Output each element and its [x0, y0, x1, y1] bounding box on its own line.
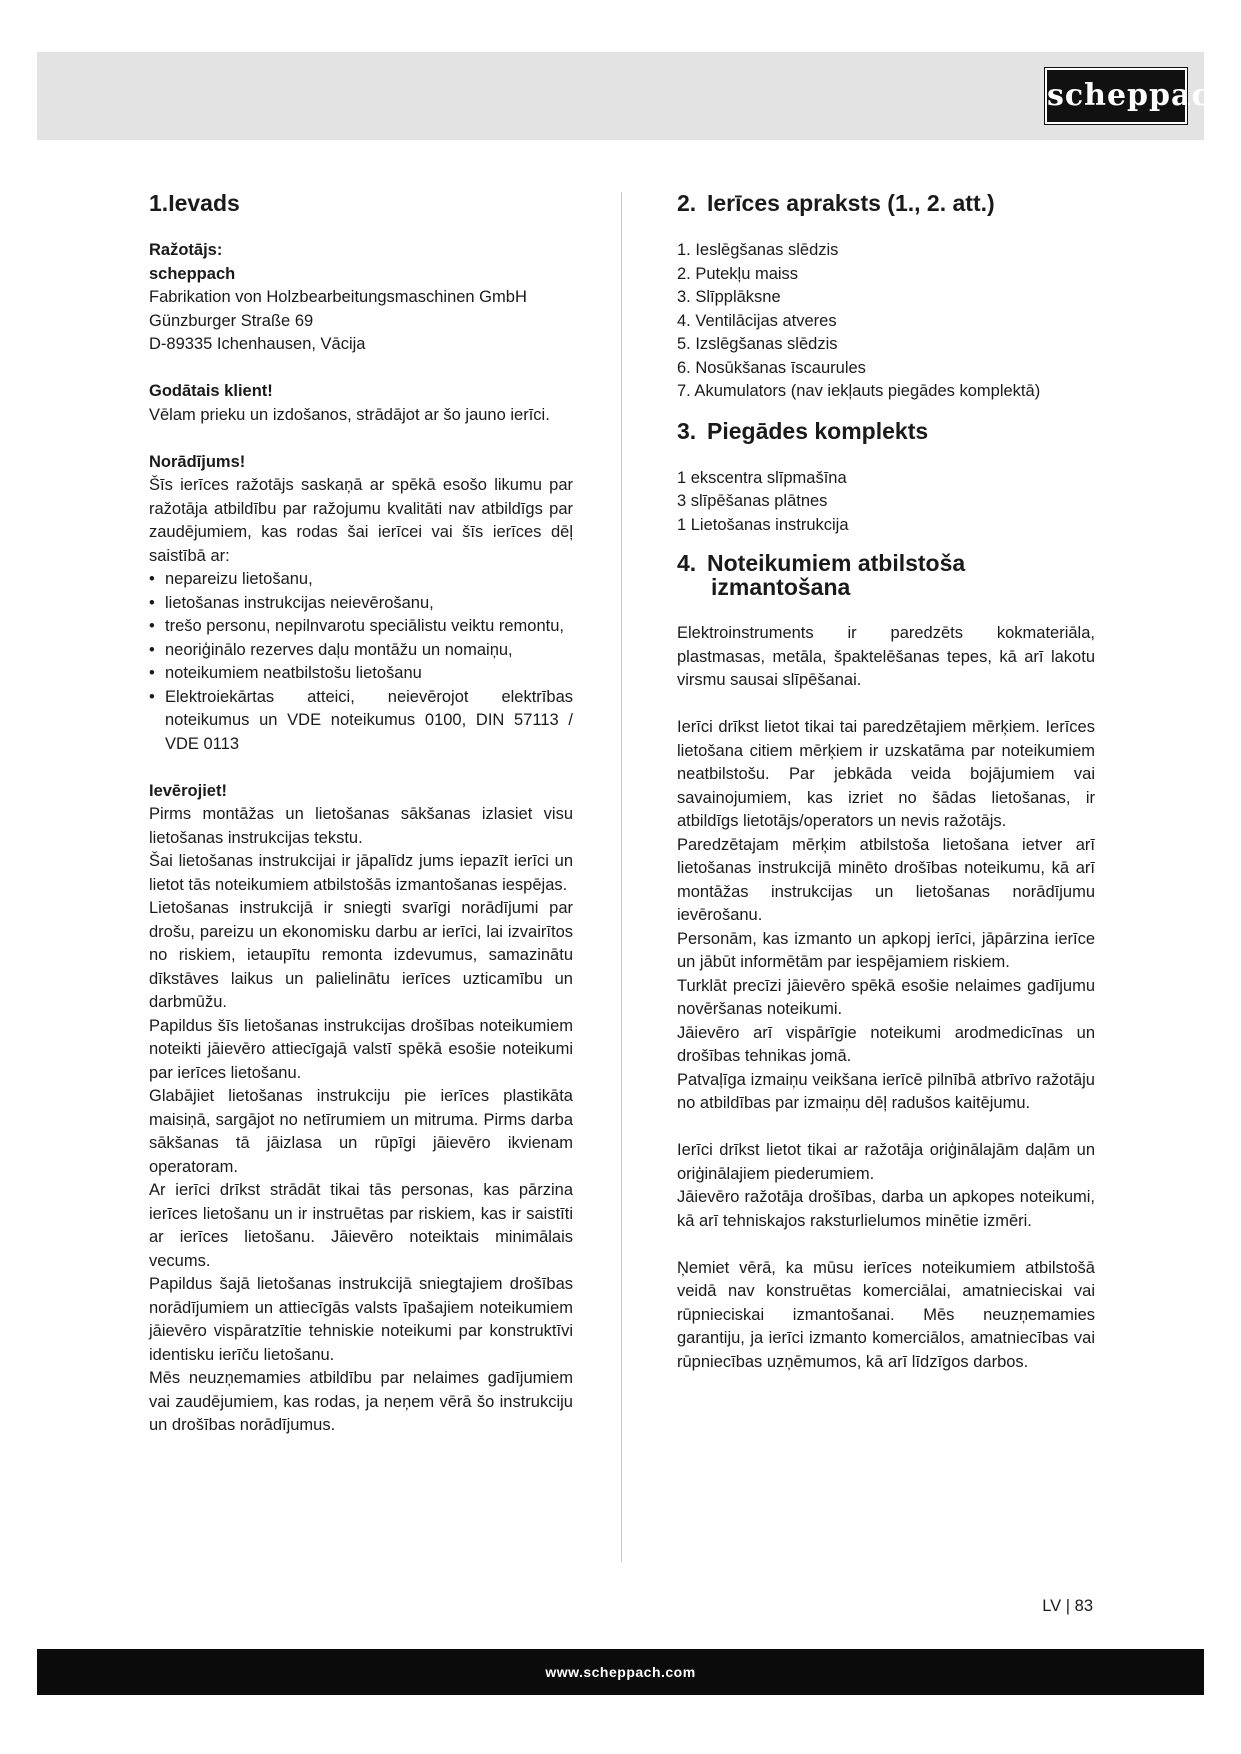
observe-paragraph: Ar ierīci drīkst strādāt tikai tās personas, kas pārzina ierīces lietošanu un ir instruētas par riskiem, kas ir saistīti ar ierīces lietošanu. Jāievēro noteiktais minimālais vecums.	[149, 1181, 573, 1270]
greeting-block	[149, 380, 573, 427]
usage-paragraph: Ierīci drīkst lietot tikai tai paredzētajiem mērķiem. Ierīces lietošana citiem mērķiem ir uzskatāma par noteikumiem neatbilstošu. Par jebkāda veida bojājumiem vai savainojumiem, kas izriet no šādas lietošanas, ir atbildīgs lietotājs/operators un nevis ražotājs.	[677, 718, 1095, 830]
manufacturer-street: Günzburger Straße 69	[149, 311, 314, 330]
observe-paragraph: Šai lietošanas instrukcijai ir jāpalīdz jums iepazīt ierīci un lietot tās noteikumiem atbilstošās izmantošanas iespējas.	[149, 852, 573, 894]
observe-paragraph: Glabājiet lietošanas instrukciju pie ierīces plastikāta maisiņā, sargājot no netīrumiem un mitruma. Pirms darba sākšanas tā jāizlasa un rūpīgi jāievēro ikvienam operatoram.	[149, 1087, 573, 1176]
usage-paragraph: Elektroinstruments ir paredzēts kokmateriāla, plastmasas, metāla, špaktelēšanas tepes, kā arī lakotu virsmu sausai slīpēšanai.	[677, 624, 1095, 689]
section-3-title: Piegādes komplekts	[707, 417, 929, 444]
notice-bullet: • Elektroiekārtas atteici, neievērojot elektrības noteikumus un VDE noteikumus 0100, DIN 57113 / VDE 0113	[149, 686, 573, 757]
notice-bullet-list	[149, 568, 573, 756]
manufacturer-city: D-89335 Ichenhausen, Vācija	[149, 335, 366, 353]
section-4-number: 4.	[677, 550, 697, 576]
device-part-item: 3. Slīpplāksne	[677, 288, 781, 306]
usage-group	[677, 716, 1095, 1116]
delivery-item: 3 slīpēšanas plātnes	[677, 492, 828, 510]
observe-paragraph: Mēs neuzņemamies atbildību par nelaimes gadījumiem vai zaudējumiem, kas rodas, ja neņem vērā šo instrukciju un drošības norādījumus.	[149, 1369, 573, 1434]
notice-bullet: • neoriģinālo rezerves daļu montāžu un nomaiņu,	[149, 639, 573, 663]
usage-paragraph: Ņemiet vērā, ka mūsu ierīces noteikumiem atbilstošā veidā nav konstruētas komerciālai, amatnieciskai vai rūpnieciskai izmantošanai. Mēs neuzņemamies garantiju, ja ierīci izmanto komerciālos, amatniecības vai rūpniecības uzņēmumos, kā arī līdzīgos darbos.	[677, 1258, 1095, 1371]
usage-group	[677, 1139, 1095, 1233]
section-4-title-line2: izmantošana	[711, 574, 851, 600]
manufacturer-brand: scheppach	[149, 264, 236, 283]
section-2-title: Ierīces apraksts (1., 2. att.)	[707, 190, 995, 216]
delivery-item: 1 Lietošanas instrukcija	[677, 515, 849, 534]
section-4-title-line1: Noteikumiem atbilstoša	[707, 550, 966, 576]
usage-paragraph: Paredzētajam mērķim atbilstoša lietošana ietver arī lietošanas instrukcijā minēto drošības noteikumu, kā arī montāžas instrukcijas un lietošanas norādījumu ievērošanu.	[677, 835, 1095, 924]
device-part-item: 7. Akumulators (nav iekļauts piegādes komplektā)	[677, 382, 1041, 400]
notice-intro: Šīs ierīces ražotājs saskaņā ar spēkā esošo likumu par ražotāja atbildību par ražojumu kvalitāti nav atbildīgs par zaudējumiem, kas rodas šai ierīcei vai šīs ierīces dēļ saistībā ar:	[149, 476, 573, 565]
usage-paragraph: Jāievēro arī vispārīgie noteikumi arodmedicīnas un drošības tehnikas jomā.	[677, 1023, 1095, 1065]
greeting-title: Godātais klient!	[149, 382, 273, 400]
section-1-title: Ievads	[168, 190, 240, 216]
scheppach-logo: scheppach	[1045, 68, 1187, 124]
section-1-number: 1.	[149, 190, 169, 216]
greeting-text: Vēlam prieku un izdošanos, strādājot ar šo jauno ierīci.	[149, 405, 550, 424]
usage-paragraph: Ierīci drīkst lietot tikai ar ražotāja oriģinālajām daļām un oriģinālajiem piederumiem.	[677, 1141, 1095, 1183]
observe-block	[149, 780, 573, 1438]
section-1-heading	[149, 190, 573, 216]
observe-paragraph: Papildus šajā lietošanas instrukcijā sniegtajiem drošības norādījumiem un attiecīgās valsts īpašajiem noteikumiem jāievēro vispāratzītie tehniskie noteikumi par konstruktīvi identisku ierīču lietošanu.	[149, 1275, 573, 1364]
observe-paragraph: Pirms montāžas un lietošanas sākšanas izlasiet visu lietošanas instrukcijas tekstu.	[149, 805, 573, 847]
device-part-item: 1. Ieslēgšanas slēdzis	[677, 241, 839, 259]
notice-bullet: • nepareizu lietošanu,	[149, 568, 573, 592]
page-number: LV | 83	[1042, 1597, 1093, 1615]
device-part-item: 2. Putekļu maiss	[677, 264, 799, 283]
left-column	[149, 190, 573, 1438]
device-part-item: 4. Ventilācijas atveres	[677, 311, 837, 330]
right-column	[677, 190, 1095, 1374]
device-parts-list	[677, 239, 1095, 404]
observe-title: Ievērojiet!	[149, 781, 227, 800]
usage-group	[677, 622, 1095, 693]
column-divider	[621, 192, 622, 1562]
usage-paragraph: Patvaļīga izmaiņu veikšana ierīcē pilnībā atbrīvo ražotāju no atbildības par izmaiņu dēļ radušos kaitējumu.	[677, 1070, 1095, 1112]
section-2-heading	[677, 190, 1095, 216]
delivery-list	[677, 467, 1095, 538]
footer-url[interactable]: www.scheppach.com	[545, 1664, 696, 1680]
notice-block	[149, 451, 573, 757]
observe-paragraph: Papildus šīs lietošanas instrukcijas drošības noteikumiem noteikti jāievēro attiecīgajā valstī spēkā esošie noteikumi par ierīces lietošanu.	[149, 1016, 573, 1082]
notice-bullet: • noteikumiem neatbilstošu lietošanu	[149, 662, 573, 686]
notice-bullet: • lietošanas instrukcijas neievērošanu,	[149, 592, 573, 616]
header-band	[37, 52, 1234, 140]
section-3-heading	[677, 418, 1095, 444]
usage-paragraph: Personām, kas izmanto un apkopj ierīci, jāpārzina ierīce un jābūt informētām par iespējamiem riskiem.	[677, 929, 1095, 971]
section-2-number: 2.	[677, 190, 697, 216]
usage-paragraph: Turklāt precīzi jāievēro spēkā esošie nelaimes gadījumu novēršanas noteikumi.	[677, 976, 1095, 1018]
section-4-heading	[677, 551, 1095, 599]
usage-group	[677, 1257, 1095, 1375]
manufacturer-label: Ražotājs:	[149, 241, 223, 259]
device-part-item: 5. Izslēgšanas slēdzis	[677, 335, 838, 353]
manufacturer-company: Fabrikation von Holzbearbeitungsmaschinen GmbH	[149, 288, 527, 306]
notice-title: Norādījums!	[149, 452, 246, 471]
manufacturer-block	[149, 239, 573, 357]
section-3-number: 3.	[677, 417, 697, 444]
usage-paragraph: Jāievēro ražotāja drošības, darba un apkopes noteikumi, kā arī tehniskajos raksturlielumos minētie izmēri.	[677, 1188, 1095, 1230]
delivery-item: 1 ekscentra slīpmašīna	[677, 468, 847, 487]
device-part-item: 6. Nosūkšanas īscaurules	[677, 358, 866, 377]
observe-paragraph: Lietošanas instrukcijā ir sniegti svarīgi norādījumi par drošu, pareizu un ekonomisku darbu ar ierīci, lai izvairītos no riskiem, ietaupītu remonta izdevumus, samazinātu dīkstāves laikus un palielinātu ierīces uzticamību un darbmūžu.	[149, 899, 573, 1011]
notice-bullet: • trešo personu, nepilnvarotu speciālistu veiktu remontu,	[149, 615, 573, 639]
footer-band	[37, 1649, 1204, 1695]
